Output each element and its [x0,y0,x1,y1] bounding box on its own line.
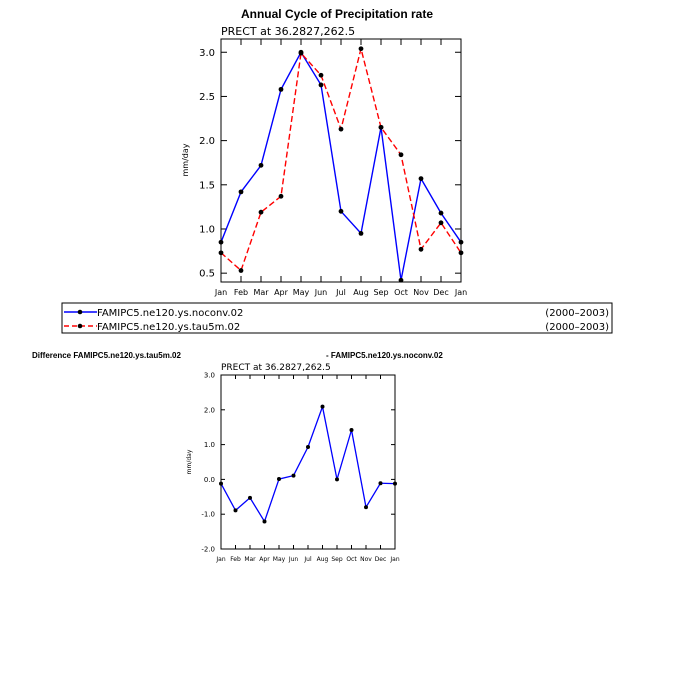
series-2-point [319,73,324,78]
difference-chart [186,363,400,563]
series-1-point [439,211,444,216]
chart2-y-axis-label: mm/day [186,449,193,475]
series-1-point [379,481,383,485]
series-2-point [239,268,244,273]
series-1-point [339,209,344,214]
series-2-point [299,51,304,56]
y-tick-label: 1.0 [199,224,215,236]
x-tick-label: Mar [253,288,269,297]
diff-title-left: Difference FAMIPC5.ne120.ys.tau5m.02 [32,351,181,360]
series-1-point [219,482,223,486]
x-tick-label: Oct [394,288,408,297]
x-tick-label: Dec [374,556,387,563]
series-1-point [459,240,464,245]
legend-period-series-1: (2000–2003) [545,308,609,319]
series-1-point [419,176,424,181]
chart2-plot-frame [221,375,395,549]
series-1-point [263,520,267,524]
x-tick-label: Jul [304,556,312,563]
series-1-point [279,87,284,92]
x-tick-label: Jan [454,288,468,297]
legend [62,303,612,333]
y-tick-label: 2.0 [203,406,215,415]
series-1-point [321,405,325,409]
x-tick-label: Aug [316,556,329,563]
y-tick-label: 0.0 [203,475,215,484]
annual-cycle-chart [181,25,467,297]
y-tick-label: -1.0 [201,510,215,519]
series-2-point [419,247,424,252]
series-2-line [221,49,461,271]
chart1-subtitle: PRECT at 36.2827,262.5 [221,25,356,38]
series-2-point [459,250,464,255]
y-tick-label: 3.0 [199,47,215,59]
y-tick-label: 2.0 [199,136,215,148]
x-tick-label: Jan [390,556,400,563]
series-2-point [439,220,444,225]
x-tick-label: Dec [433,288,449,297]
series-1-point [364,505,368,509]
x-tick-label: May [292,288,310,297]
series-1-point [393,482,397,486]
x-tick-label: Oct [346,556,357,563]
series-1-line [221,407,395,522]
series-1-point [239,189,244,194]
x-tick-label: Nov [413,288,429,297]
main-title: Annual Cycle of Precipitation rate [240,7,434,21]
series-2-point [219,250,224,255]
x-tick-label: Apr [259,556,270,563]
series-1-point [234,508,238,512]
x-tick-label: Jun [288,556,299,563]
x-tick-label: Jul [336,288,346,297]
series-2-point [259,210,264,215]
series-2-point [279,194,284,199]
x-tick-label: Jun [314,288,328,297]
x-tick-label: May [272,556,286,563]
legend-period-series-2: (2000–2003) [545,322,609,333]
series-2-point [399,152,404,157]
series-2-point [339,127,344,132]
series-1-point [319,83,324,88]
series-1-point [359,231,364,236]
series-1-point [350,428,354,432]
legend-marker-series-1 [78,310,83,315]
x-tick-label: Sep [331,556,343,563]
x-tick-label: Mar [244,556,256,563]
chart1-y-axis-label: mm/day [181,143,190,177]
x-tick-label: Feb [233,288,249,297]
x-tick-label: Feb [230,556,241,563]
y-tick-label: -2.0 [201,545,215,554]
x-tick-label: Apr [274,288,288,297]
x-tick-label: Jan [216,556,226,563]
x-tick-label: Sep [373,288,389,297]
series-1-point [259,163,264,168]
series-1-point [219,240,224,245]
diff-title-right: - FAMIPC5.ne120.ys.noconv.02 [326,351,443,360]
y-tick-label: 2.5 [199,91,215,103]
series-1-point [306,445,310,449]
legend-marker-series-2 [78,324,83,329]
y-tick-label: 3.0 [203,371,215,380]
y-tick-label: 1.0 [203,441,215,450]
chart1-plot-frame [221,39,461,282]
series-1-point [248,496,252,500]
legend-label-series-2: FAMIPC5.ne120.ys.tau5m.02 [97,322,241,333]
series-2-point [359,46,364,51]
legend-label-series-1: FAMIPC5.ne120.ys.noconv.02 [97,308,244,319]
series-2-point [379,125,384,130]
chart2-subtitle: PRECT at 36.2827,262.5 [221,363,331,373]
y-tick-label: 1.5 [199,180,215,192]
series-1-point [399,278,404,283]
series-1-point [292,474,296,478]
x-tick-label: Nov [360,556,372,563]
series-1-point [335,477,339,481]
series-1-point [277,477,281,481]
x-tick-label: Jan [214,288,228,297]
series-1-line [221,52,461,280]
x-tick-label: Aug [353,288,369,297]
y-tick-label: 0.5 [199,268,215,280]
